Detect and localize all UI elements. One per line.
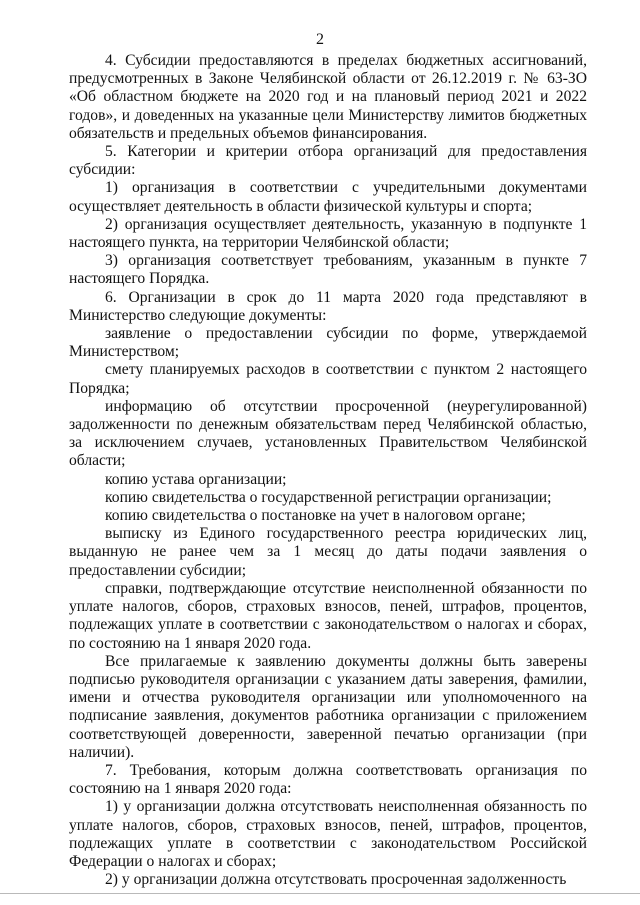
paragraph-5-criteria: 5. Категории и критерии отбора организаций для предоставления субсидии: [69,143,587,179]
page-number: 2 [316,31,324,48]
document-item-estimate: смету планируемых расходов в соответствии с пунктом 2 настоящего Порядка; [69,361,587,397]
scan-edge-line [0,893,640,894]
document-item-application: заявление о предоставлении субсидии по форме, утверждаемой Министерством; [69,325,587,361]
requirement-1: 1) у организации должна отсутствовать неисполненная обязанность по уплате налогов, сборов, страховых взносов, пеней, штрафов, процентов, подлежащих уплате в соответствии с законодательством Российской Федерации о налогах и сборах; [69,798,587,870]
document-item-tax-certificates: справки, подтверждающие отсутствие неисполненной обязанности по уплате налогов, сборов, страховых взносов, пеней, штрафов, процентов, подлежащих уплате в соответствии с законодательством о налогах и сборах, по состоянию на 1 января 2020 года. [69,579,587,652]
paragraph-certification: Все прилагаемые к заявлению документы должны быть заверены подписью руководителя организации с указанием даты заверения, фамилии, имени и отчества руководителя организации или уполномоченного на подписание заявления, документов работника организации с приложением соответствующей доверенности, заверенной печатью организации (при наличии). [69,652,587,761]
criterion-2: 2) организация осуществляет деятельность, указанную в подпункте 1 настоящего пункта, на территории Челябинской области; [69,215,587,252]
document-item-tax-registration: копию свидетельства о постановке на учет в налоговом органе; [105,507,526,525]
requirement-2: 2) у организации должна отсутствовать просроченная задолженность [105,871,567,889]
document-item-registration: копию свидетельства о государственной регистрации организации; [105,488,552,506]
criterion-1: 1) организация в соответствии с учредительными документами осуществляет деятельность в области физической культуры и спорта; [69,179,587,215]
paragraph-4-subsidies: 4. Субсидии предоставляются в пределах бюджетных ассигнований, предусмотренных в Законе Челябинской области от 26.12.2019 г. № 63-ЗО «Об областном бюджете на 2020 год и на плановый период 2021 и 2022 годов», и доведенных на указанные цели Министерству лимитов бюджетных обязательств и предельных объемов финансирования. [69,52,587,142]
document-body [69,52,587,889]
criterion-3: 3) организация соответствует требованиям, указанным в пункте 7 настоящего Порядка. [69,252,587,288]
document-item-debt-info: информацию об отсутствии просроченной (неурегулированной) задолженности по денежным обязательствам перед Челябинской областью, за исключением случаев, установленных Правительством Челябинской области; [69,397,587,470]
document-item-registry-extract: выписку из Единого государственного реестра юридических лиц, выданную не ранее чем за 1 месяц до даты подачи заявления о предоставлении субсидии; [69,525,587,579]
paragraph-7-requirements: 7. Требования, которым должна соответствовать организация по состоянию на 1 января 2020 года: [69,761,587,798]
document-item-charter: копию устава организации; [105,470,287,488]
paragraph-6-documents: 6. Организации в срок до 11 марта 2020 года представляют в Министерство следующие документы: [69,288,587,324]
